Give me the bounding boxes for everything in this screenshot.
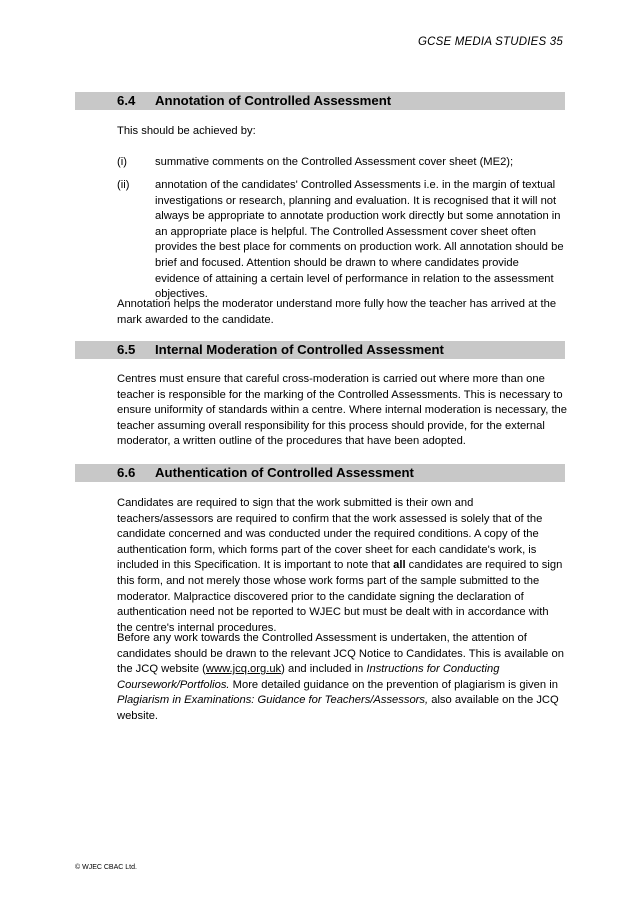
section-6-5-number: 6.5 — [117, 342, 136, 357]
jcq-website-link[interactable]: www.jcq.org.uk — [205, 663, 282, 676]
p2-italic-plagiarism: Plagiarism in Examinations: Guidance for Teachers/Assessors, — [117, 694, 429, 707]
p1-bold-all: all — [393, 559, 406, 572]
list-label-ii: (ii) — [117, 179, 130, 191]
p1-text-a: Candidates are required to sign that the work submitted is their own and teachers/assessors are required to confirm that the work assessed is solely that of the candidate concerned and was conducted under the required conditions. A copy of the authentication form, which forms part of the cover sheet for each candidate's work, is included in this Specification. It is important to note that — [117, 497, 543, 572]
p2-text-b: ) and included in — [281, 663, 367, 676]
p2-text-c: More detailed guidance on the prevention of plagiarism is given in — [229, 678, 558, 691]
section-6-6-title: Authentication of Controlled Assessment — [155, 465, 414, 480]
section-6-4-title: Annotation of Controlled Assessment — [155, 93, 392, 108]
section-6-6-number: 6.6 — [117, 465, 136, 480]
section-6-6-paragraph-1 — [117, 496, 567, 636]
p1-text-b: candidates are required to sign this form, and not merely those whose work forms part of the sample submitted to the moderator. Malpractice discovered prior to the candidate signing the declaration of authentication need not be reported to WJEC but must be dealt with in accordance with the centre's internal procedures. — [117, 559, 563, 634]
section-6-4-intro: This should be achieved by: — [117, 125, 256, 137]
running-header: GCSE MEDIA STUDIES 35 — [417, 36, 563, 48]
list-label-i: (i) — [117, 156, 127, 168]
section-6-5-title: Internal Moderation of Controlled Assessment — [155, 342, 444, 357]
p2-text-d: also available on the JCQ website. — [117, 694, 559, 722]
p2-italic-instructions: Instructions for Conducting Coursework/Portfolios. — [117, 663, 500, 691]
list-text-ii: annotation of the candidates' Controlled Assessments i.e. in the margin of textual investigations or research, planning and evaluation. It is recognised that it will not always be appropriate to annotate production work directly but some annotation in an appropriate place is helpful. The Controlled Assessment cover sheet often provides the best place for comments on production work. All annotation should be brief and focused. Attention should be drawn to where candidates provide evidence of attaining a certain level of performance in relation to the assessment objectives. — [155, 179, 564, 301]
section-6-5-body: Centres must ensure that careful cross-moderation is carried out where more than one teacher is responsible for the marking of the Controlled Assessments. This is necessary to ensure uniformity of standards within a centre. Where internal moderation is necessary, the teacher assuming overall responsibility for this process should provide, for the external moderator, a written outline of the procedures that have been adopted. — [117, 373, 567, 448]
list-text-i: summative comments on the Controlled Assessment cover sheet (ME2); — [155, 156, 514, 168]
section-6-6-paragraph-2 — [117, 631, 567, 725]
section-6-4-closing: Annotation helps the moderator understand more fully how the teacher has arrived at the mark awarded to the candidate. — [117, 298, 557, 326]
section-6-4-number: 6.4 — [117, 93, 136, 108]
footer-copyright: © WJEC CBAC Ltd. — [75, 864, 137, 871]
p2-text-a: Before any work towards the Controlled Assessment is undertaken, the attention of candidates should be drawn to the relevant JCQ Notice to Candidates. This is available on the JCQ website ( — [117, 632, 564, 676]
